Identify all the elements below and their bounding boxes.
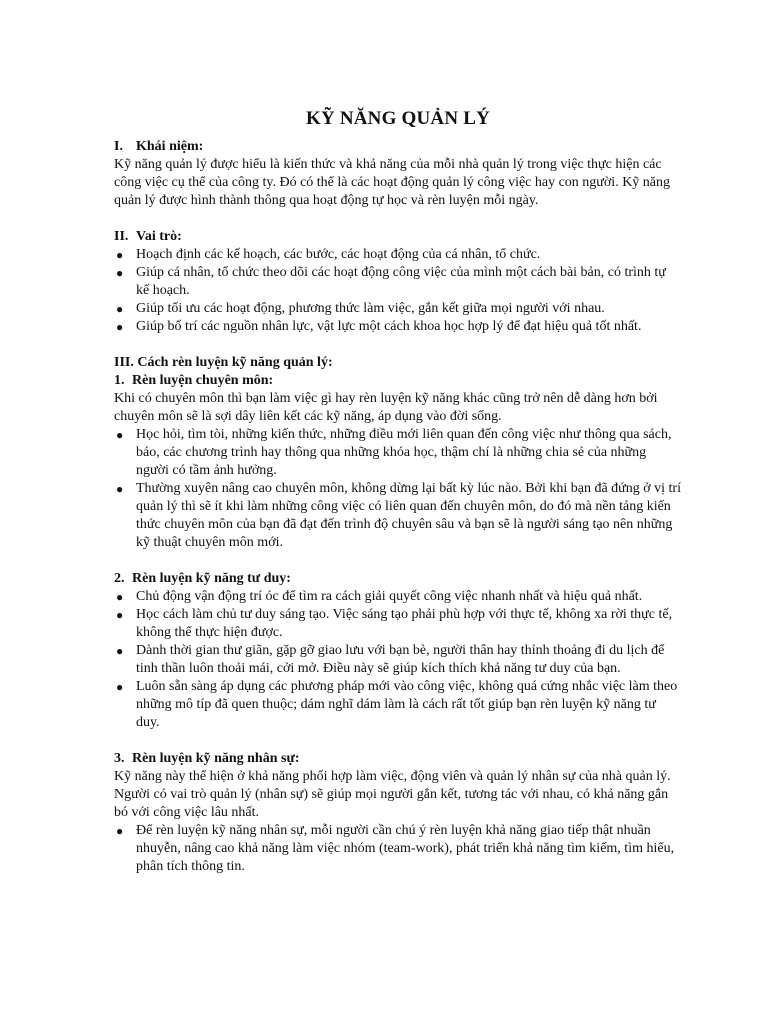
bullet-icon: ● bbox=[116, 644, 124, 658]
bullet-icon: ● bbox=[116, 302, 124, 316]
list-item: ● Chủ động vận động trí óc để tìm ra cách giải quyết công việc nhanh nhất và hiệu quả nhất. bbox=[116, 589, 643, 604]
list-item: ● Giúp tối ưu các hoạt động, phương thức làm việc, gắn kết giữa mọi người với nhau. bbox=[116, 301, 605, 316]
document-title: KỸ NĂNG QUẢN LÝ bbox=[305, 108, 491, 129]
bullet-icon: ● bbox=[116, 824, 124, 838]
bullet-icon: ● bbox=[116, 266, 124, 280]
list-item: ● Thường xuyên nâng cao chuyên môn, không dừng lại bất kỳ lúc nào. Bởi khi bạn đã đứng ở vị trí quản lý thì sẽ ít khi làm những công việc có liên quan đến chuyên môn, do đó mà nền tảng kiến thức chuyên môn của bạn đã đạt đến trình độ chuyên sâu và bạn sẽ là người sáng tạo nên những kỹ thuật chuyên môn mới. bbox=[116, 481, 681, 550]
list-item: ● Để rèn luyện kỹ năng nhân sự, mỗi người cần chú ý rèn luyện khả năng giao tiếp thật nhuần nhuyễn, nâng cao khả năng làm việc nhóm (team-work), phát triển khả năng tìm kiếm, tìm hiểu, phân tích thông tin. bbox=[116, 823, 675, 874]
subsection-2-list bbox=[114, 588, 682, 732]
list-item: ● Dành thời gian thư giãn, gặp gỡ giao lưu với bạn bè, người thân hay thỉnh thoảng đi du lịch để tinh thần luôn thoải mái, cởi mở. Điều này sẽ giúp kích thích khả năng tư duy của bạn. bbox=[116, 643, 665, 676]
bullet-icon: ● bbox=[116, 428, 124, 442]
subsection-3-paragraph: Kỹ năng này thể hiện ở khả năng phối hợp làm việc, động viên và quản lý nhân sự của nhà quản lý. Người có vai trò quản lý (nhân sự) sẽ giúp mọi người gắn kết, tương tác với nhau, có khả năng gắn bó với công việc lâu nhất. bbox=[114, 769, 671, 820]
bullet-icon: ● bbox=[116, 482, 124, 496]
subsection-3-heading: 3. Rèn luyện kỹ năng nhân sự: bbox=[114, 751, 300, 766]
section-1-heading: I. Khái niệm: bbox=[114, 139, 204, 154]
section-1-paragraph: Kỹ năng quản lý được hiểu là kiến thức và khả năng của mỗi nhà quản lý trong việc thực hiện các công việc cụ thể của công ty. Đó có thể là các hoạt động quản lý công việc hay con người. Kỹ năng quản lý được hình thành thông qua hoạt động tự học và rèn luyện mỗi ngày. bbox=[114, 157, 671, 208]
subsection-1-heading: 1. Rèn luyện chuyên môn: bbox=[114, 373, 274, 388]
list-item: ● Học cách làm chủ tư duy sáng tạo. Việc sáng tạo phải phù hợp với thực tế, không xa rời thực tế, không thể thực hiện được. bbox=[116, 607, 673, 640]
section-2-heading: II. Vai trò: bbox=[114, 229, 182, 244]
bullet-icon: ● bbox=[116, 590, 124, 604]
bullet-icon: ● bbox=[116, 680, 124, 694]
list-item: ● Luôn sẵn sàng áp dụng các phương pháp mới vào công việc, không quá cứng nhắc việc làm theo những mô típ đã quen thuộc; dám nghĩ dám làm là cách rất tốt giúp bạn rèn luyện kỹ năng tư duy. bbox=[116, 679, 678, 730]
bullet-icon: ● bbox=[116, 608, 124, 622]
subsection-1-list bbox=[114, 426, 682, 552]
list-item: ● Học hỏi, tìm tòi, những kiến thức, những điều mới liên quan đến công việc như thông qua sách, báo, các chương trình hay thông qua những khóa học, thậm chí là những chia sẻ của những người có tầm ảnh hưởng. bbox=[116, 427, 672, 478]
list-item: ● Hoạch định các kế hoạch, các bước, các hoạt động của cá nhân, tổ chức. bbox=[116, 247, 541, 262]
subsection-2-heading: 2. Rèn luyện kỹ năng tư duy: bbox=[114, 571, 291, 586]
section-3-heading: III. Cách rèn luyện kỹ năng quản lý: bbox=[114, 355, 333, 370]
bullet-icon: ● bbox=[116, 320, 124, 334]
section-2-list bbox=[114, 246, 682, 336]
subsection-3-list bbox=[114, 822, 682, 876]
bullet-icon: ● bbox=[116, 248, 124, 262]
subsection-1-paragraph: Khi có chuyên môn thì bạn làm việc gì hay rèn luyện kỹ năng khác cũng trở nên dễ dàng hơn bởi chuyên môn sẽ là sợi dây liên kết các kỹ năng, áp dụng vào đời sống. bbox=[114, 391, 658, 424]
list-item: ● Giúp bố trí các nguồn nhân lực, vật lực một cách khoa học hợp lý để đạt hiệu quả tốt nhất. bbox=[116, 319, 642, 334]
list-item: ● Giúp cá nhân, tổ chức theo dõi các hoạt động công việc của mình một cách bài bản, có trình tự kế hoạch. bbox=[116, 265, 666, 298]
